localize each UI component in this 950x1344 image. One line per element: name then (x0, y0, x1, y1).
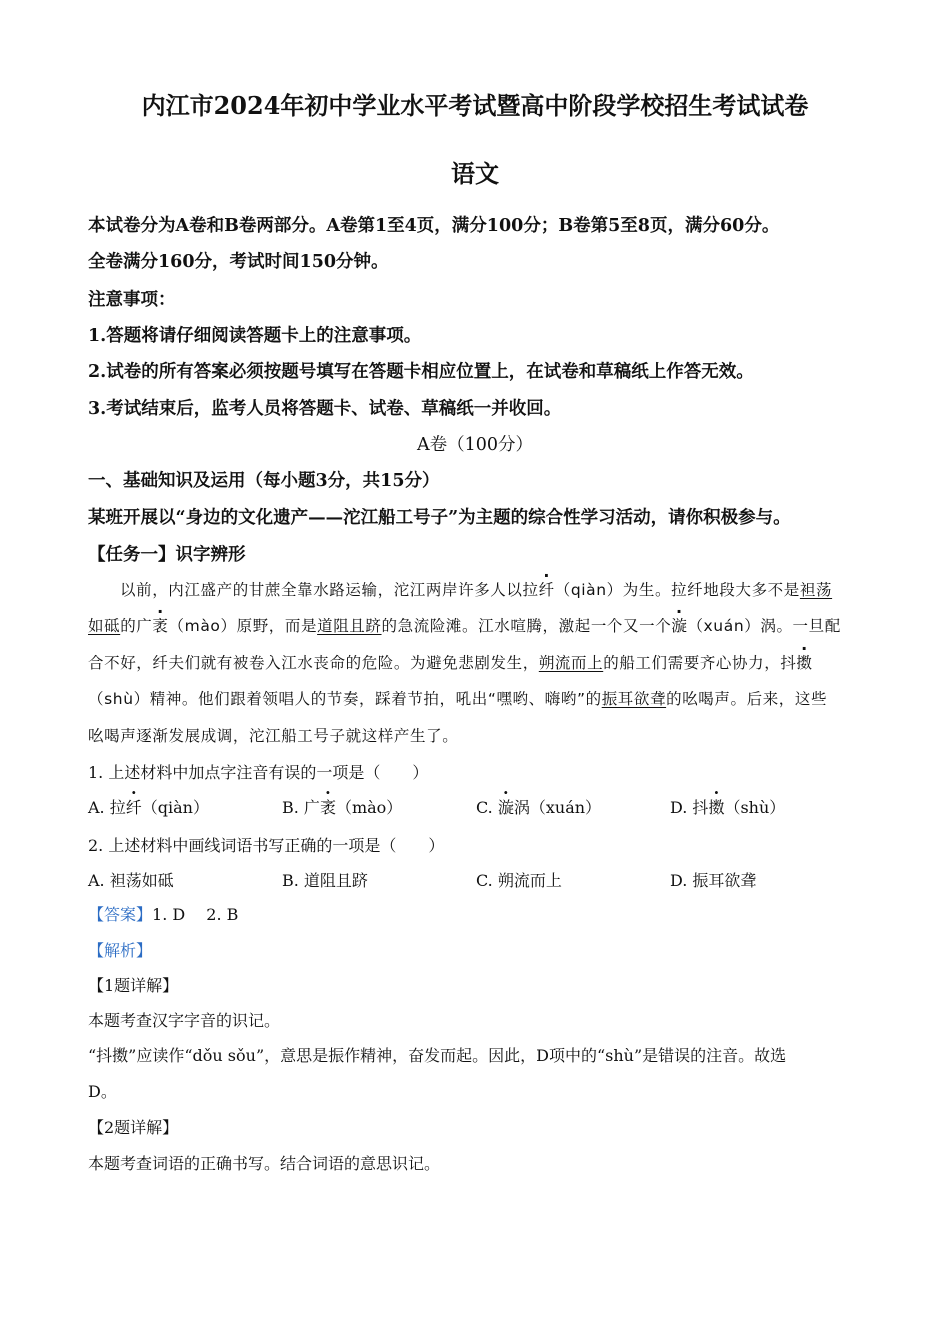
task1-heading: 【任务一】识字辨形 (88, 545, 246, 565)
underlined-word: 振耳欲聋 (601, 690, 667, 708)
detail-1-line-3: D。 (88, 1082, 117, 1101)
q1-option-b: B. 广袤（mào） (282, 798, 403, 817)
detail-2-line-1: 本题考查词语的正确书写。结合词语的意思识记。 (88, 1154, 441, 1173)
answer-line (88, 902, 238, 925)
q2-option-b: B. 道阻且跻 (282, 871, 368, 890)
dotted-char: 纤 (538, 581, 555, 599)
question-2-stem: 2. 上述材料中画线词语书写正确的一项是（ ） (88, 836, 445, 855)
dotted-char: 擞 (796, 654, 813, 672)
note-1: 1.答题将请仔细阅读答题卡上的注意事项。 (88, 326, 422, 346)
q2-option-d: D. 振耳欲聋 (670, 871, 757, 890)
underlined-word: 如砥 (88, 617, 121, 635)
q1-option-a: A. 拉纤（qiàn） (88, 798, 209, 817)
detail-1-line-2: “抖擞”应读作“dǒu sǒu”，意思是振作精神，奋发而起。因此，D项中的“shù”是错误的注音。故选 (88, 1046, 787, 1065)
note-2: 2.试卷的所有答案必须按题号填写在答题卡相应位置上，在试卷和草稿纸上作答无效。 (88, 362, 754, 382)
intro-line-1: 本试卷分为A卷和B卷两部分。A卷第1至4页，满分100分；B卷第5至8页，满分60分。 (88, 216, 780, 236)
passage-line-5: 吆喝声逐渐发展成调，沱江船工号子就这样产生了。 (88, 727, 459, 745)
intro-line-2: 全卷满分160分，考试时间150分钟。 (88, 252, 389, 272)
q2-option-c: C. 朔流而上 (476, 871, 562, 890)
underlined-word: 袒荡 (799, 581, 833, 599)
notes-heading: 注意事项： (88, 290, 176, 310)
q1-option-c: C. 漩涡（xuán） (476, 798, 602, 817)
detail-2-heading: 【2题详解】 (88, 1118, 179, 1137)
passage-line-1: 以前，内江盛产的甘蔗全靠水路运输，沱江两岸许多人以拉纤（qiàn）为生。拉纤地段大多不是袒荡 (120, 581, 833, 599)
analysis-label: 【解析】 (88, 941, 153, 960)
note-3: 3.考试结束后，监考人员将答题卡、试卷、草稿纸一并收回。 (88, 399, 562, 419)
passage-line-4: （shù）精神。他们跟着领唱人的节奏，踩着节拍，吼出“嘿哟、嗨哟”的振耳欲聋的吆喝声。后来，这些 (88, 690, 828, 708)
underlined-word: 道阻且跻 (317, 617, 382, 635)
answer-text: 1. D 2. B (152, 905, 239, 924)
q1-option-d: D. 抖擞（shù） (670, 798, 786, 817)
dotted-char: 漩 (671, 617, 688, 635)
underlined-word: 朔流而上 (538, 654, 604, 672)
answer-label: 【答案】 (88, 905, 153, 924)
question-1-stem: 1. 上述材料中加点字注音有误的一项是（ ） (88, 763, 429, 782)
detail-1-line-1: 本题考查汉字字音的识记。 (88, 1011, 281, 1030)
part1-heading: 一、基础知识及运用（每小题3分，共15分） (88, 471, 440, 491)
section-a-heading: A卷（100分） (416, 435, 534, 455)
activity-intro: 某班开展以“身边的文化遗产——沱江船工号子”为主题的综合性学习活动，请你积极参与。 (88, 508, 791, 528)
passage-line-3: 合不好，纤夫们就有被卷入江水丧命的危险。为避免悲剧发生，朔流而上的船工们需要齐心协力，抖擞 (88, 654, 813, 672)
detail-1-heading: 【1题详解】 (88, 976, 179, 995)
passage-line-2: 如砥的广袤（mào）原野，而是道阻且跻的急流险滩。江水喧腾，激起一个又一个漩（xuán）涡。一旦配 (88, 617, 841, 635)
subject-title: 语文 (451, 159, 499, 188)
dotted-char: 袤 (152, 617, 169, 635)
exam-title: 内江市2024年初中学业水平考试暨高中阶段学校招生考试试卷 (141, 91, 809, 120)
q2-option-a: A. 袒荡如砥 (88, 871, 174, 890)
